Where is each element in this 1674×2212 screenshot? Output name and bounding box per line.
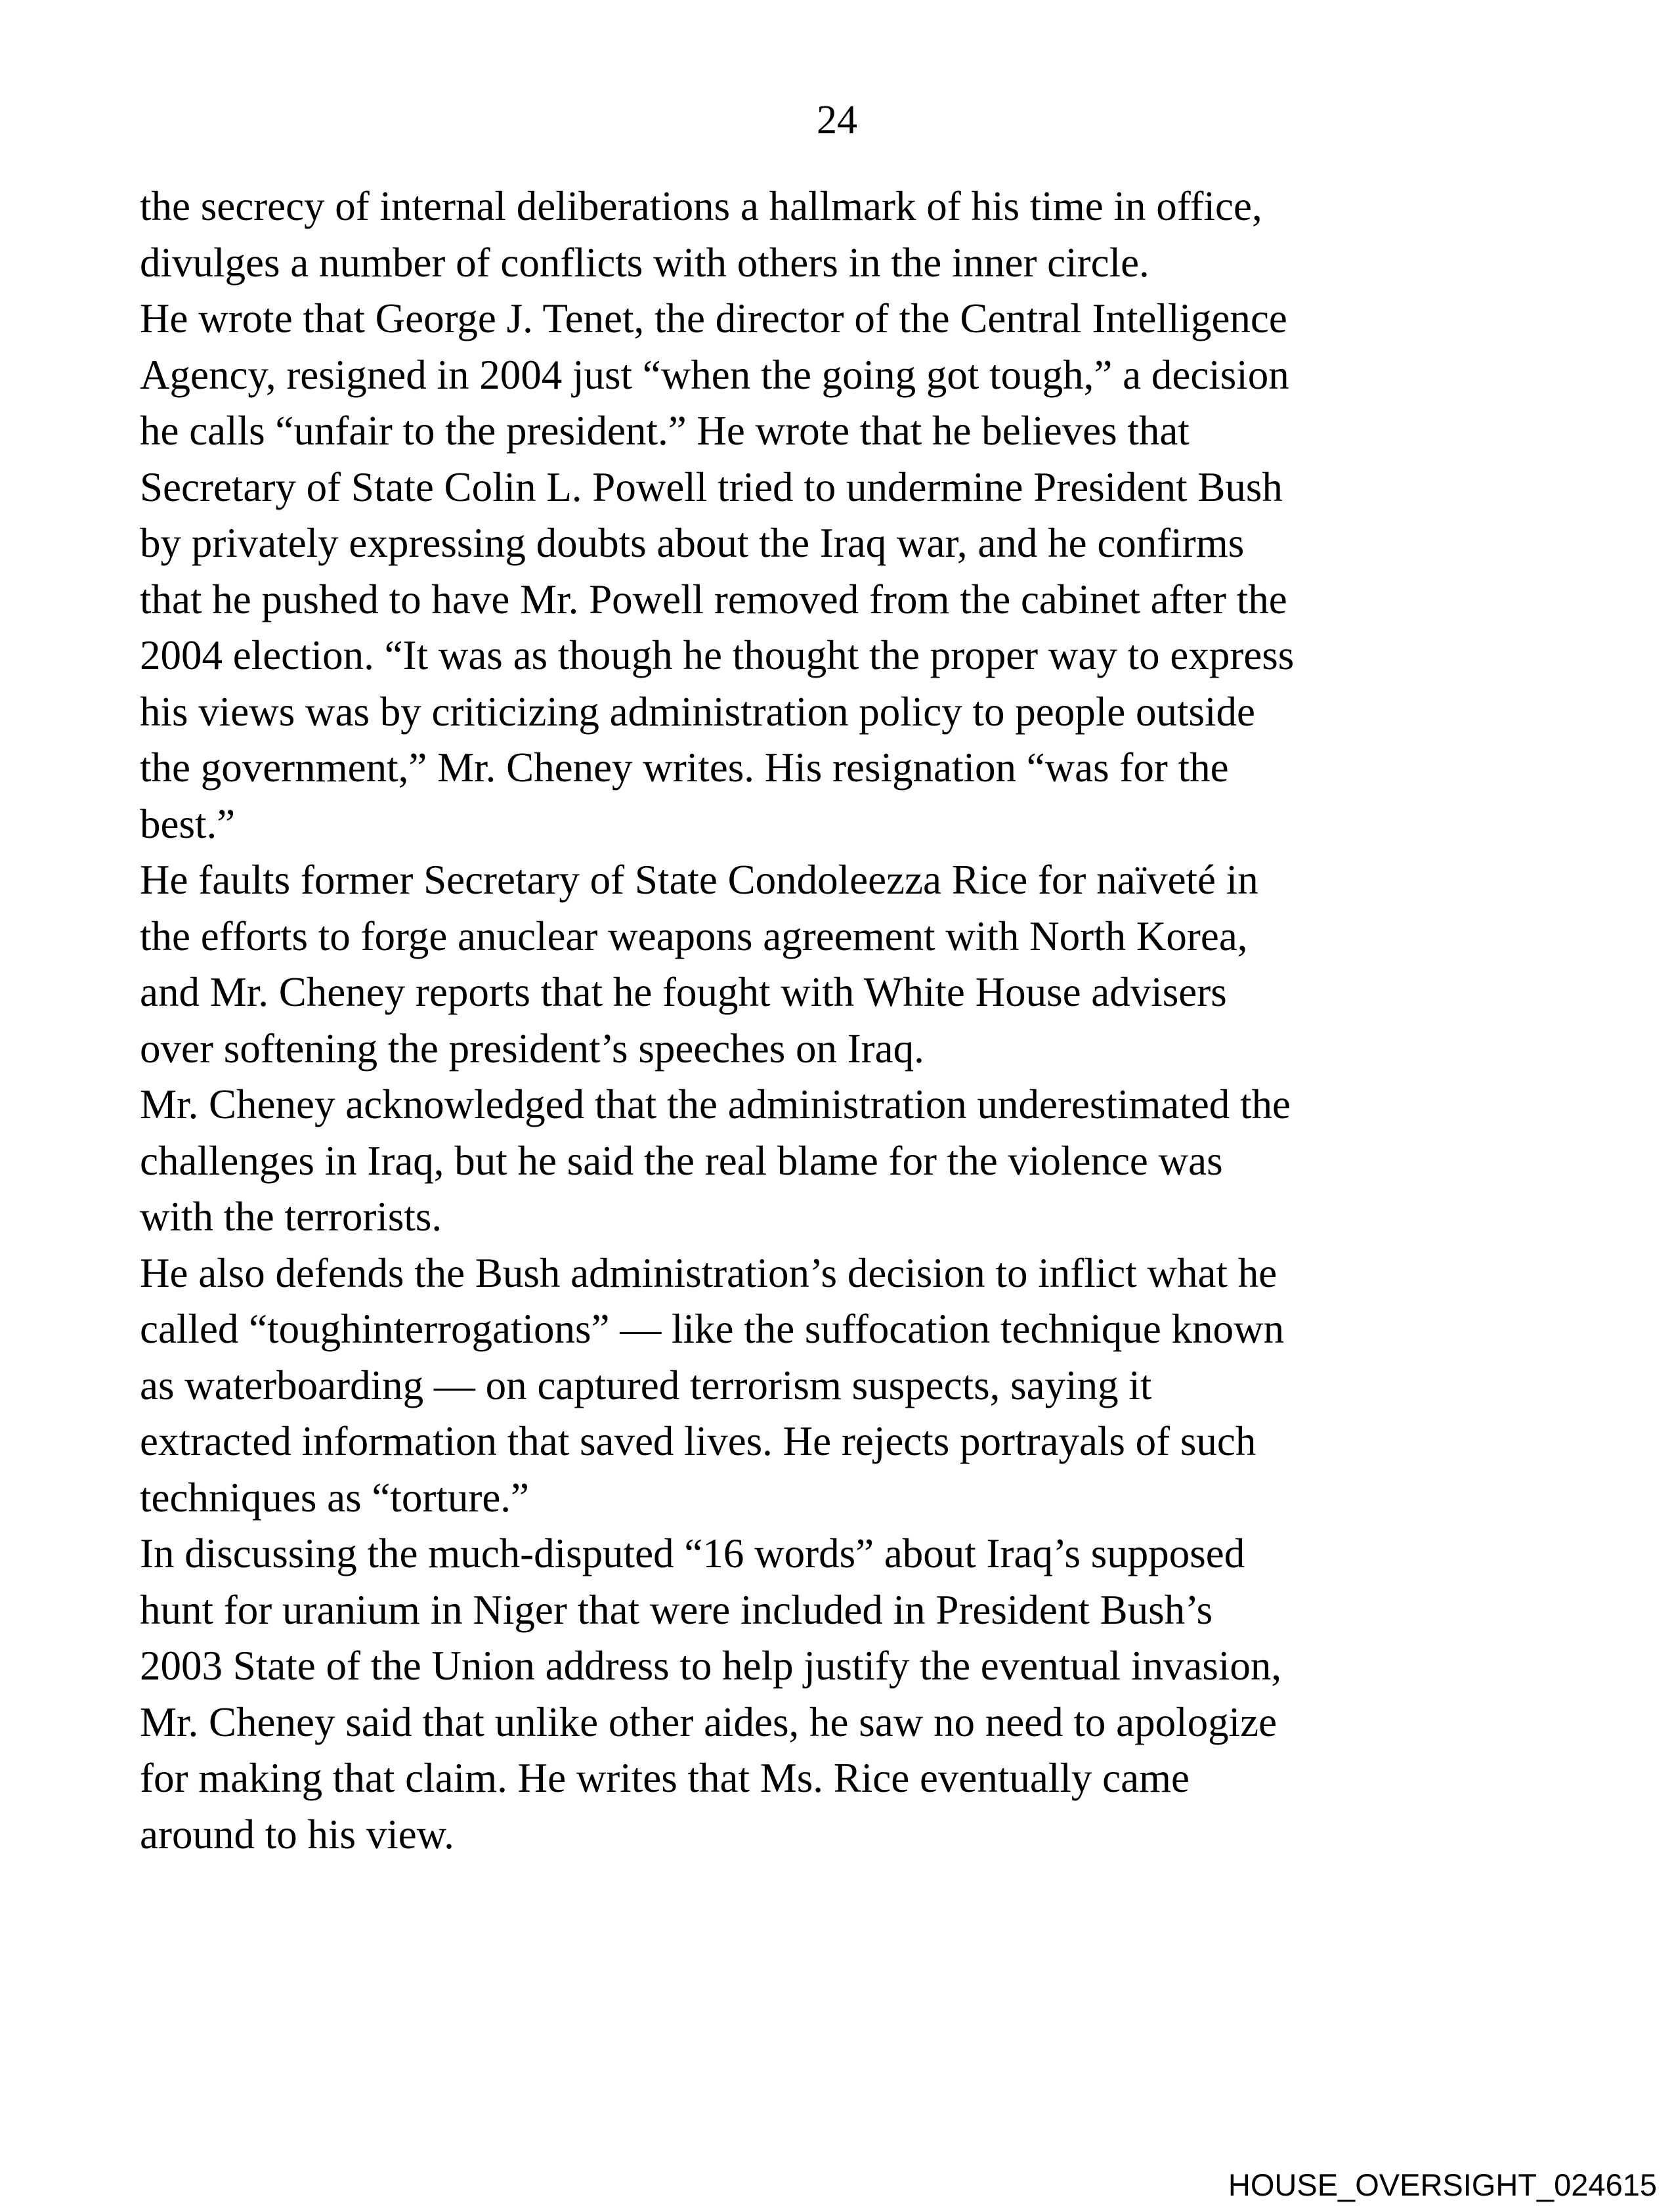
text-line: the efforts to forge anuclear weapons agreement with North Korea, [140,913,1248,959]
text-line: challenges in Iraq, but he said the real blame for the violence was [140,1137,1223,1184]
text-line: extracted information that saved lives. He rejects portrayals of such [140,1418,1256,1464]
text-line: Secretary of State Colin L. Powell tried to undermine President Bush [140,464,1283,510]
text-line: the secrecy of internal deliberations a hallmark of his time in office, [140,183,1262,229]
text-line: he calls “unfair to the president.” He wrote that he believes that [140,408,1190,454]
text-line: called “toughinterrogations” — like the suffocation technique known [140,1306,1285,1352]
text-line: over softening the president’s speeches on Iraq. [140,1025,924,1072]
text-line: as waterboarding — on captured terrorism suspects, saying it [140,1362,1152,1408]
body-text [140,179,1538,1863]
text-line: hunt for uranium in Niger that were included in President Bush’s [140,1586,1213,1633]
text-line: Agency, resigned in 2004 just “when the going got tough,” a decision [140,351,1289,398]
text-line: with the terrorists. [140,1194,442,1240]
text-line: 2004 election. “It was as though he thought the proper way to express [140,632,1295,678]
text-line: by privately expressing doubts about the Iraq war, and he confirms [140,520,1245,566]
text-line: around to his view. [140,1811,454,1857]
text-line: his views was by criticizing administration policy to people outside [140,688,1255,735]
text-line: best.” [140,800,236,847]
text-line: 2003 State of the Union address to help justify the eventual invasion, [140,1643,1282,1689]
text-line: techniques as “torture.” [140,1474,529,1521]
text-line: He also defends the Bush administration’s decision to inflict what he [140,1249,1277,1296]
text-line: that he pushed to have Mr. Powell removed from the cabinet after the [140,576,1287,622]
text-line: the government,” Mr. Cheney writes. His resignation “was for the [140,745,1229,791]
bates-number: HOUSE_OVERSIGHT_024615 [1228,2167,1657,2202]
text-line: He faults former Secretary of State Condoleezza Rice for naïveté in [140,857,1258,903]
page-number: 24 [817,98,857,142]
text-line: He wrote that George J. Tenet, the director of the Central Intelligence [140,295,1287,341]
text-line: for making that claim. He writes that Ms. Rice eventually came [140,1755,1190,1801]
text-line: Mr. Cheney said that unlike other aides, he saw no need to apologize [140,1699,1277,1745]
text-line: Mr. Cheney acknowledged that the administration underestimated the [140,1081,1291,1127]
text-line: divulges a number of conflicts with others in the inner circle. [140,239,1149,286]
text-line: In discussing the much-disputed “16 words” about Iraq’s supposed [140,1530,1245,1576]
text-line: and Mr. Cheney reports that he fought with White House advisers [140,969,1227,1015]
